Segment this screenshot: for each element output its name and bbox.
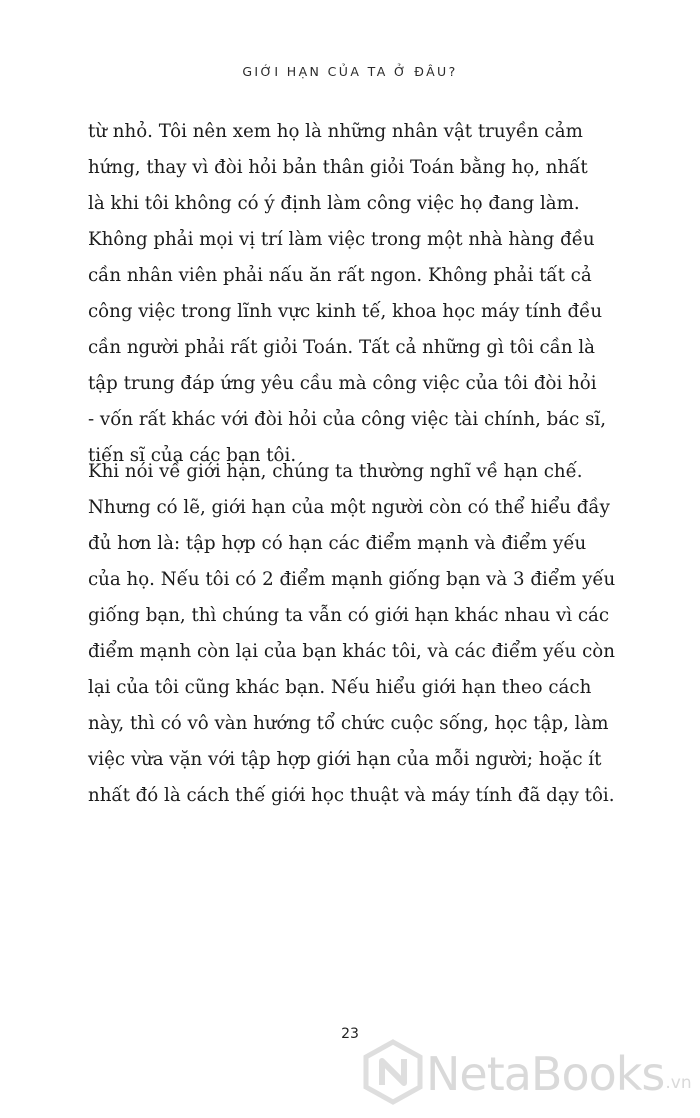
- running-header: GIỚI HẠN CỦA TA Ở ĐÂU?: [242, 64, 458, 79]
- text-line: từ nhỏ. Tôi nên xem họ là những nhân vật truyền cảm: [88, 121, 583, 142]
- text-line: hứng, thay vì đòi hỏi bản thân giỏi Toán bằng họ, nhất: [88, 157, 588, 178]
- text-line: tập trung đáp ứng yêu cầu mà công việc của tôi đòi hỏi: [88, 373, 597, 394]
- text-line: Khi nói về giới hạn, chúng ta thường nghĩ về hạn chế.: [88, 461, 583, 482]
- text-line: nhất đó là cách thế giới học thuật và máy tính đã dạy tôi.: [88, 785, 615, 806]
- text-line: - vốn rất khác với đòi hỏi của công việc tài chính, bác sĩ,: [88, 409, 607, 430]
- paragraph-1: [88, 114, 636, 474]
- text-line: công việc trong lĩnh vực kinh tế, khoa học máy tính đều: [88, 301, 603, 322]
- text-line: đủ hơn là: tập hợp có hạn các điểm mạnh và điểm yếu: [88, 533, 587, 554]
- text-line: này, thì có vô vàn hướng tổ chức cuộc sống, học tập, làm: [88, 713, 609, 734]
- text-line: Nhưng có lẽ, giới hạn của một người còn có thể hiểu đầy: [88, 497, 610, 518]
- text-line: Không phải mọi vị trí làm việc trong một nhà hàng đều: [88, 229, 595, 250]
- text-line: cần nhân viên phải nấu ăn rất ngon. Không phải tất cả: [88, 265, 592, 286]
- text-line: là khi tôi không có ý định làm công việc họ đang làm.: [88, 193, 580, 214]
- text-line: giống bạn, thì chúng ta vẫn có giới hạn khác nhau vì các: [88, 605, 610, 626]
- text-line: lại của tôi cũng khác bạn. Nếu hiểu giới hạn theo cách: [88, 677, 592, 698]
- text-line: của họ. Nếu tôi có 2 điểm mạnh giống bạn và 3 điểm yếu: [88, 569, 616, 590]
- page-number: 23: [341, 1026, 359, 1042]
- text-line: điểm mạnh còn lại của bạn khác tôi, và các điểm yếu còn: [88, 641, 615, 662]
- text-line: tiến sĩ của các bạn tôi.: [88, 445, 297, 466]
- text-line: cần người phải rất giỏi Toán. Tất cả những gì tôi cần là: [88, 337, 596, 358]
- watermark-suffix: .vn: [665, 1073, 692, 1093]
- watermark: [362, 1040, 692, 1108]
- paragraph-2: [88, 454, 636, 814]
- watermark-brand: NetaBooks: [426, 1047, 665, 1101]
- text-line: việc vừa vặn với tập hợp giới hạn của mỗi người; hoặc ít: [88, 749, 602, 770]
- netabooks-logo-icon: [362, 1039, 424, 1109]
